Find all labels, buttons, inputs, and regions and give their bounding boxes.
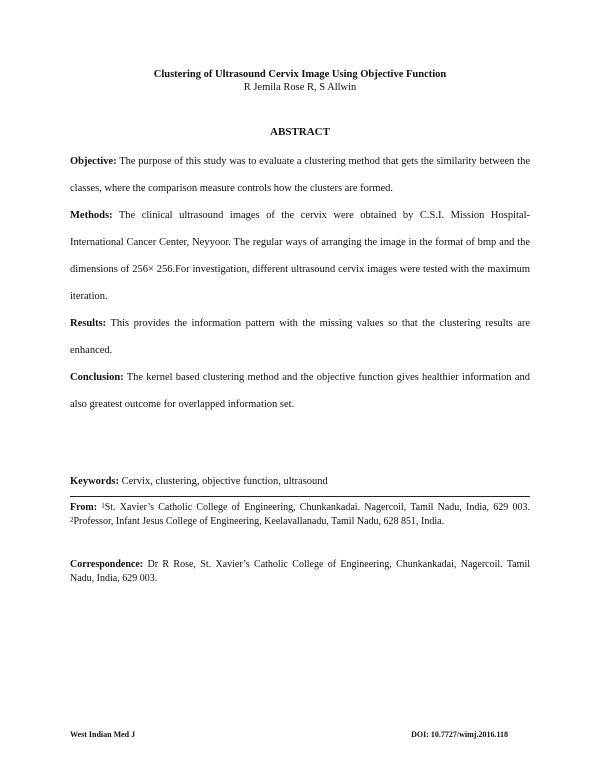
affiliation-note xyxy=(70,501,530,529)
conclusion-paragraph xyxy=(70,364,530,418)
methods-paragraph xyxy=(70,202,530,310)
conclusion-label: Conclusion: xyxy=(70,372,124,383)
keywords-line xyxy=(70,475,530,489)
abstract-body xyxy=(70,148,530,418)
results-paragraph xyxy=(70,310,530,364)
journal-name: West Indian Med J xyxy=(70,730,136,739)
affiliation-1: St. Xavier’s Catholic College of Engineering, Chunkankadai. Nagercoil, Tamil Nadu, India, 629 003. xyxy=(104,502,530,513)
correspondence-text: Dr R Rose, St. Xavier’s Catholic College of Engineering, Chunkankadai, Nagercoil. Tamil Nadu, India, 629 003. xyxy=(70,559,531,584)
from-label: From: xyxy=(70,502,98,513)
paper-title: Clustering of Ultrasound Cervix Image Using Objective Function xyxy=(153,69,447,80)
author-list: R Jemila Rose R, S Allwin xyxy=(243,82,357,93)
affiliation-marker-1: 1 xyxy=(101,502,105,510)
results-label: Results: xyxy=(70,318,107,329)
correspondence-note xyxy=(70,558,530,586)
conclusion-text: The kernel based clustering method and the objective function gives healthier information and also greatest outcome for overlapped information set. xyxy=(70,372,530,410)
doi-text: DOI: 10.7727/wimj.2016.118 xyxy=(411,730,508,739)
keywords-text: Cervix, clustering, objective function, ultrasound xyxy=(121,476,328,487)
affiliation-marker-2: 2 xyxy=(70,516,74,524)
abstract-heading: ABSTRACT xyxy=(270,126,330,138)
affiliation-2: Professor, Infant Jesus College of Engineering, Keelavallanadu, Tamil Nadu, 628 851, India. xyxy=(73,516,445,527)
results-text: This provides the information pattern with the missing values so that the clustering results are enhanced. xyxy=(70,318,531,356)
footnote-divider xyxy=(70,496,530,497)
keywords-label: Keywords: xyxy=(70,476,119,487)
objective-label: Objective: xyxy=(70,156,117,167)
methods-label: Methods: xyxy=(70,210,113,221)
objective-text: The purpose of this study was to evaluate a clustering method that gets the similarity between the classes, where the comparison measure controls how the clusters are formed. xyxy=(70,156,530,194)
correspondence-label: Correspondence: xyxy=(70,559,144,570)
methods-text: The clinical ultrasound images of the cervix were obtained by C.S.I. Mission Hospital- International Cancer Center, Neyyoor. The regular ways of arranging the image in the format of bmp and the dimensions of 256× 256.For investigation, different ultrasound cervix images were tested with the maximum iteration. xyxy=(70,210,530,302)
objective-paragraph xyxy=(70,148,530,202)
